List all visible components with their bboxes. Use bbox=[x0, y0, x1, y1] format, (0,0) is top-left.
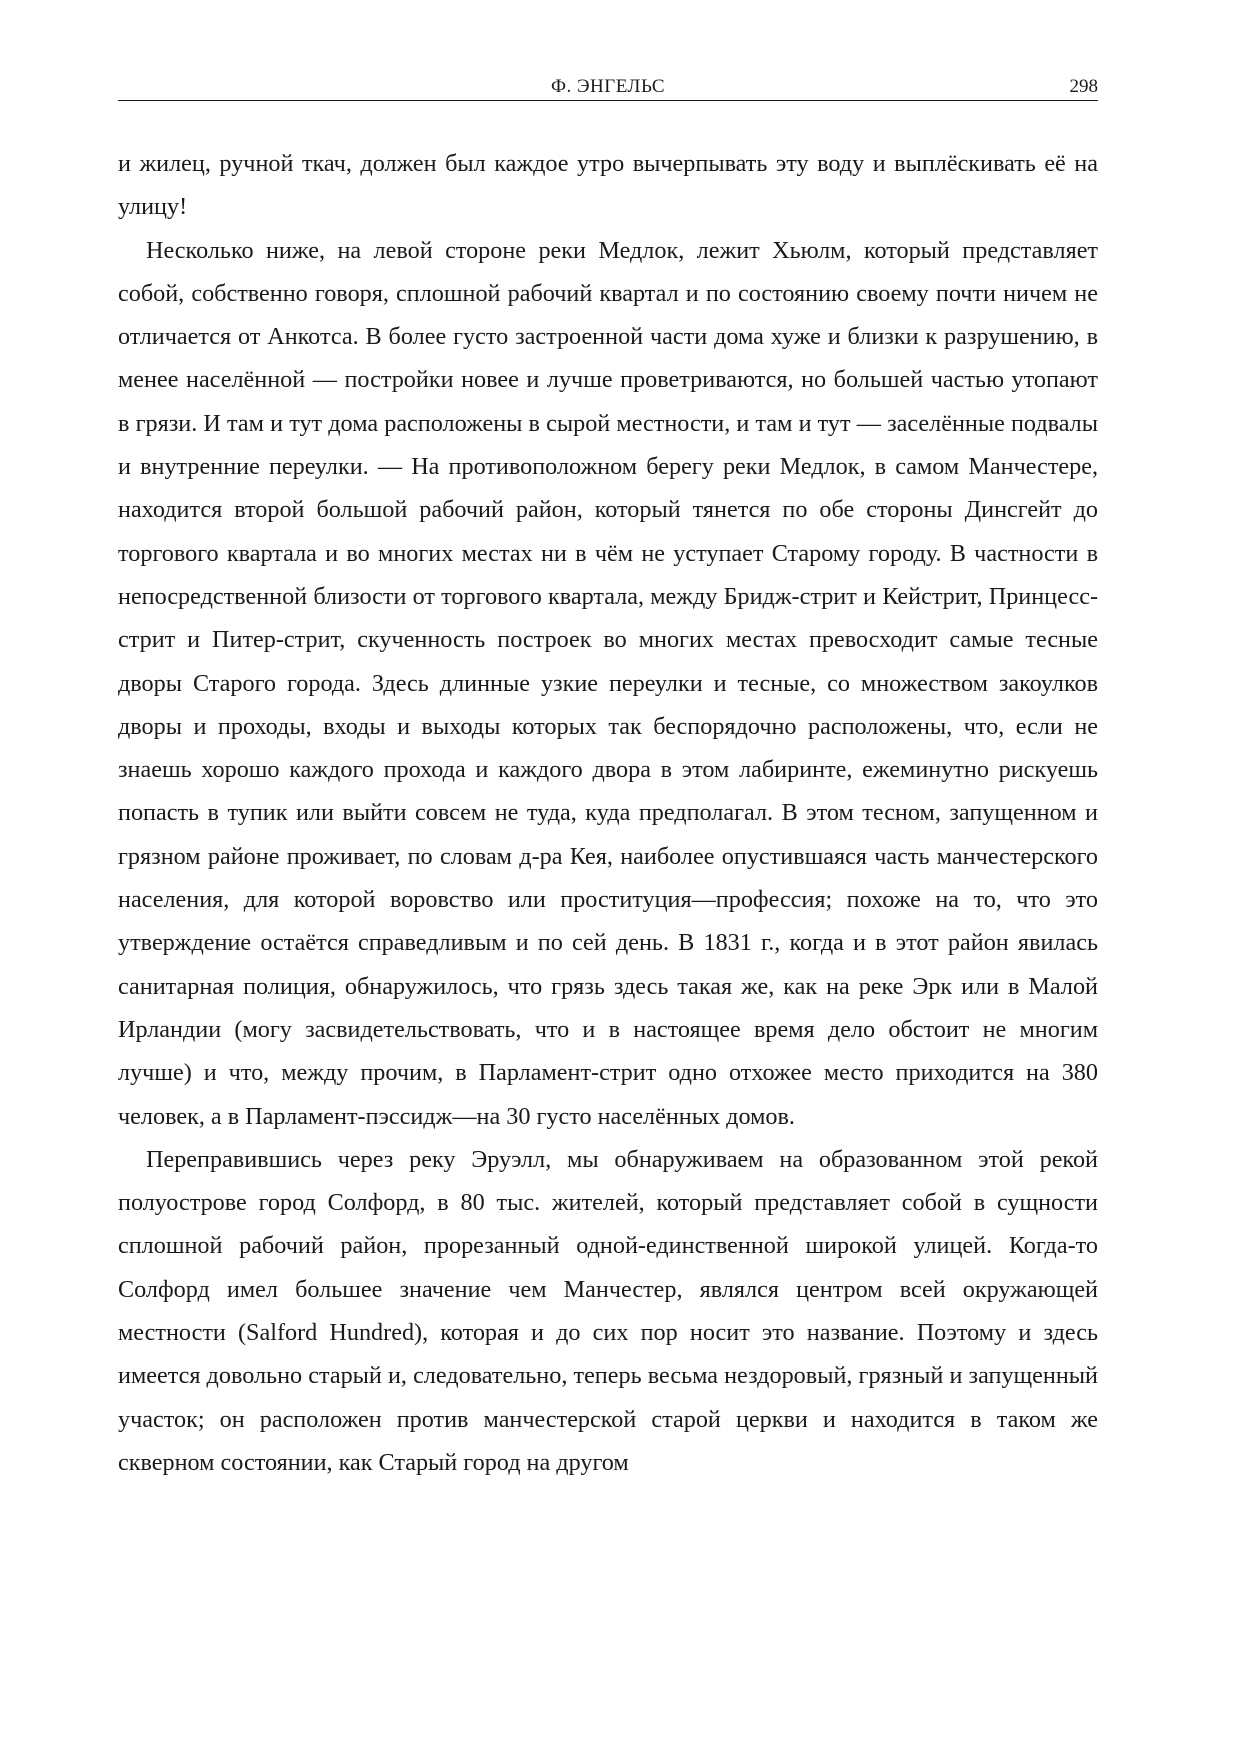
page-number: 298 bbox=[1069, 76, 1098, 97]
running-header bbox=[118, 74, 1098, 101]
header-author: Ф. ЭНГЕЛЬС bbox=[550, 76, 666, 97]
paragraph-salford: Переправившись через реку Эруэлл, мы обнаруживаем на образованном этой рекой полуострове город Солфорд, в 80 тыс. жителей, который представляет собой в сущности сплошной рабочий район, прорезанный одной-единственной широкой улицей. Когда-то Солфорд имел большее значение чем Манчестер, являлся центром всей окружающей местности (Salford Hundred), которая и до сих пор носит это название. Поэтому и здесь имеется довольно старый и, следовательно, теперь весьма нездоровый, грязный и запущенный участок; он расположен против манчестерской старой церкви и находится в таком же скверном состоянии, как Старый город на другом bbox=[118, 1145, 1098, 1476]
paragraph-continued: и жилец, ручной ткач, должен был каждое утро вычерпывать эту воду и выплёскивать её на улицу! bbox=[118, 150, 1098, 221]
body-text bbox=[118, 142, 1098, 1484]
paragraph-hulme: Несколько ниже, на левой стороне реки Медлок, лежит Хьюлм, который представляет собой, собственно говоря, сплошной рабочий квартал и по состоянию своему почти ничем не отличается от Анкотса. В более густо застроенной части дома хуже и близки к разрушению, в менее населённой — постройки новее и лучше проветриваются, но большей частью утопают в грязи. И там и тут дома расположены в сырой местности, и там и тут — заселённые подвалы и внутренние переулки. — На противоположном берегу реки Медлок, в самом Манчестере, находится второй большой рабочий район, который тянется по обе стороны Динсгейт до торгового квартала и во многих местах ни в чём не уступает Старому городу. В частности в непосредственной близости от торгового квартала, между Бридж-стрит и Кейстрит, Принцесс-стрит и Питер-стрит, скученность построек во многих местах превосходит самые тесные дворы Старого города. Здесь длинные узкие переулки и тесные, со множеством закоулков дворы и проходы, входы и выходы которых так беспорядочно расположены, что, если не знаешь хорошо каждого прохода и каждого двора в этом лабиринте, ежеминутно рискуешь попасть в тупик или выйти совсем не туда, куда предполагал. В этом тесном, запущенном и грязном районе проживает, по словам д-ра Кея, наиболее опустившаяся часть манчестерского населения, для которой воровство или проституция—профессия; похоже на то, что это утверждение остаётся справедливым и по сей день. В 1831 г., когда и в этот район явилась санитарная полиция, обнаружилось, что грязь здесь такая же, как на реке Эрк или в Малой Ирландии (могу засвидетельствовать, что и в настоящее время дело обстоит не многим лучше) и что, между прочим, в Парламент-стрит одно отхожее место приходится на 380 человек, а в Парламент-пэссидж—на 30 густо населённых домов. bbox=[118, 236, 1098, 1130]
